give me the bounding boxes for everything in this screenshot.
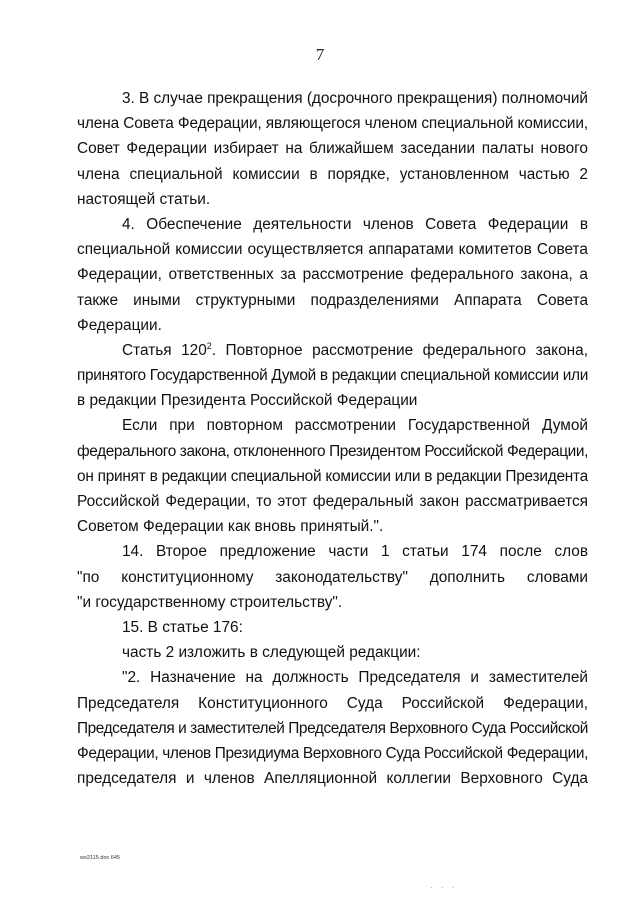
- text-line: 15. В статье 176:: [122, 618, 243, 636]
- text-line: "2. Назначение на должность Председателя и заместителей: [122, 669, 588, 687]
- page-number: 7: [315, 45, 325, 64]
- text-line: члена специальной комиссии в порядке, установленном частью 2: [77, 165, 588, 183]
- text-line: Председателя и заместителей Председателя Верховного Суда Российской: [77, 719, 588, 737]
- text-line: настоящей статьи.: [77, 190, 211, 208]
- text-line: 4. Обеспечение деятельности членов Совета Федерации в: [122, 215, 588, 233]
- text-line: Советом Федерации как вновь принятый.".: [77, 518, 384, 536]
- text-line: Федерации.: [77, 316, 162, 334]
- text-line: также иными структурными подразделениями Аппарата Совета: [77, 291, 588, 309]
- text-line: Если при повторном рассмотрении Государственной Думой: [122, 417, 588, 435]
- scan-marks: · · ·: [430, 883, 458, 892]
- file-footer: wo2115.doc 645: [80, 855, 120, 861]
- text-line: "по конституционному законодательству" дополнить словами: [77, 568, 588, 586]
- text-line: члена Совета Федерации, являющегося членом специальной комиссии,: [77, 115, 588, 133]
- text-line: Совет Федерации избирает на ближайшем заседании палаты нового: [77, 140, 588, 158]
- text-line: он принят в редакции специальной комиссии или в редакции Президента: [77, 467, 588, 485]
- document-body: [77, 86, 588, 791]
- text-line: Статья $120^2$. Повторное рассмотрение федерального закона,: [122, 340, 588, 359]
- text-line: специальной комиссии осуществляется аппаратами комитетов Совета: [77, 241, 588, 259]
- text-line: "и государственному строительству".: [77, 593, 343, 611]
- text-line: федерального закона, отклоненного Президентом Российской Федерации,: [77, 442, 588, 460]
- text-line: принятого Государственной Думой в редакции специальной комиссии или: [77, 367, 588, 385]
- text-line: Федерации, членов Президиума Верховного Суда Российской Федерации,: [77, 744, 588, 762]
- text-line: председателя и членов Апелляционной коллегии Верховного Суда: [77, 770, 588, 788]
- text-line: 14. Второе предложение части 1 статьи 174 после слов: [122, 543, 588, 561]
- text-line: часть 2 изложить в следующей редакции:: [122, 644, 421, 662]
- text-line: Федерации, ответственных за рассмотрение федерального закона, а: [77, 266, 588, 284]
- text-line: Председателя Конституционного Суда Российской Федерации,: [77, 694, 588, 712]
- text-line: в редакции Президента Российской Федерации: [77, 392, 418, 410]
- text-line: 3. В случае прекращения (досрочного прекращения) полномочий: [122, 90, 588, 107]
- text-line: Российской Федерации, то этот федеральный закон рассматривается: [77, 493, 588, 510]
- superscript: 2: [206, 340, 212, 351]
